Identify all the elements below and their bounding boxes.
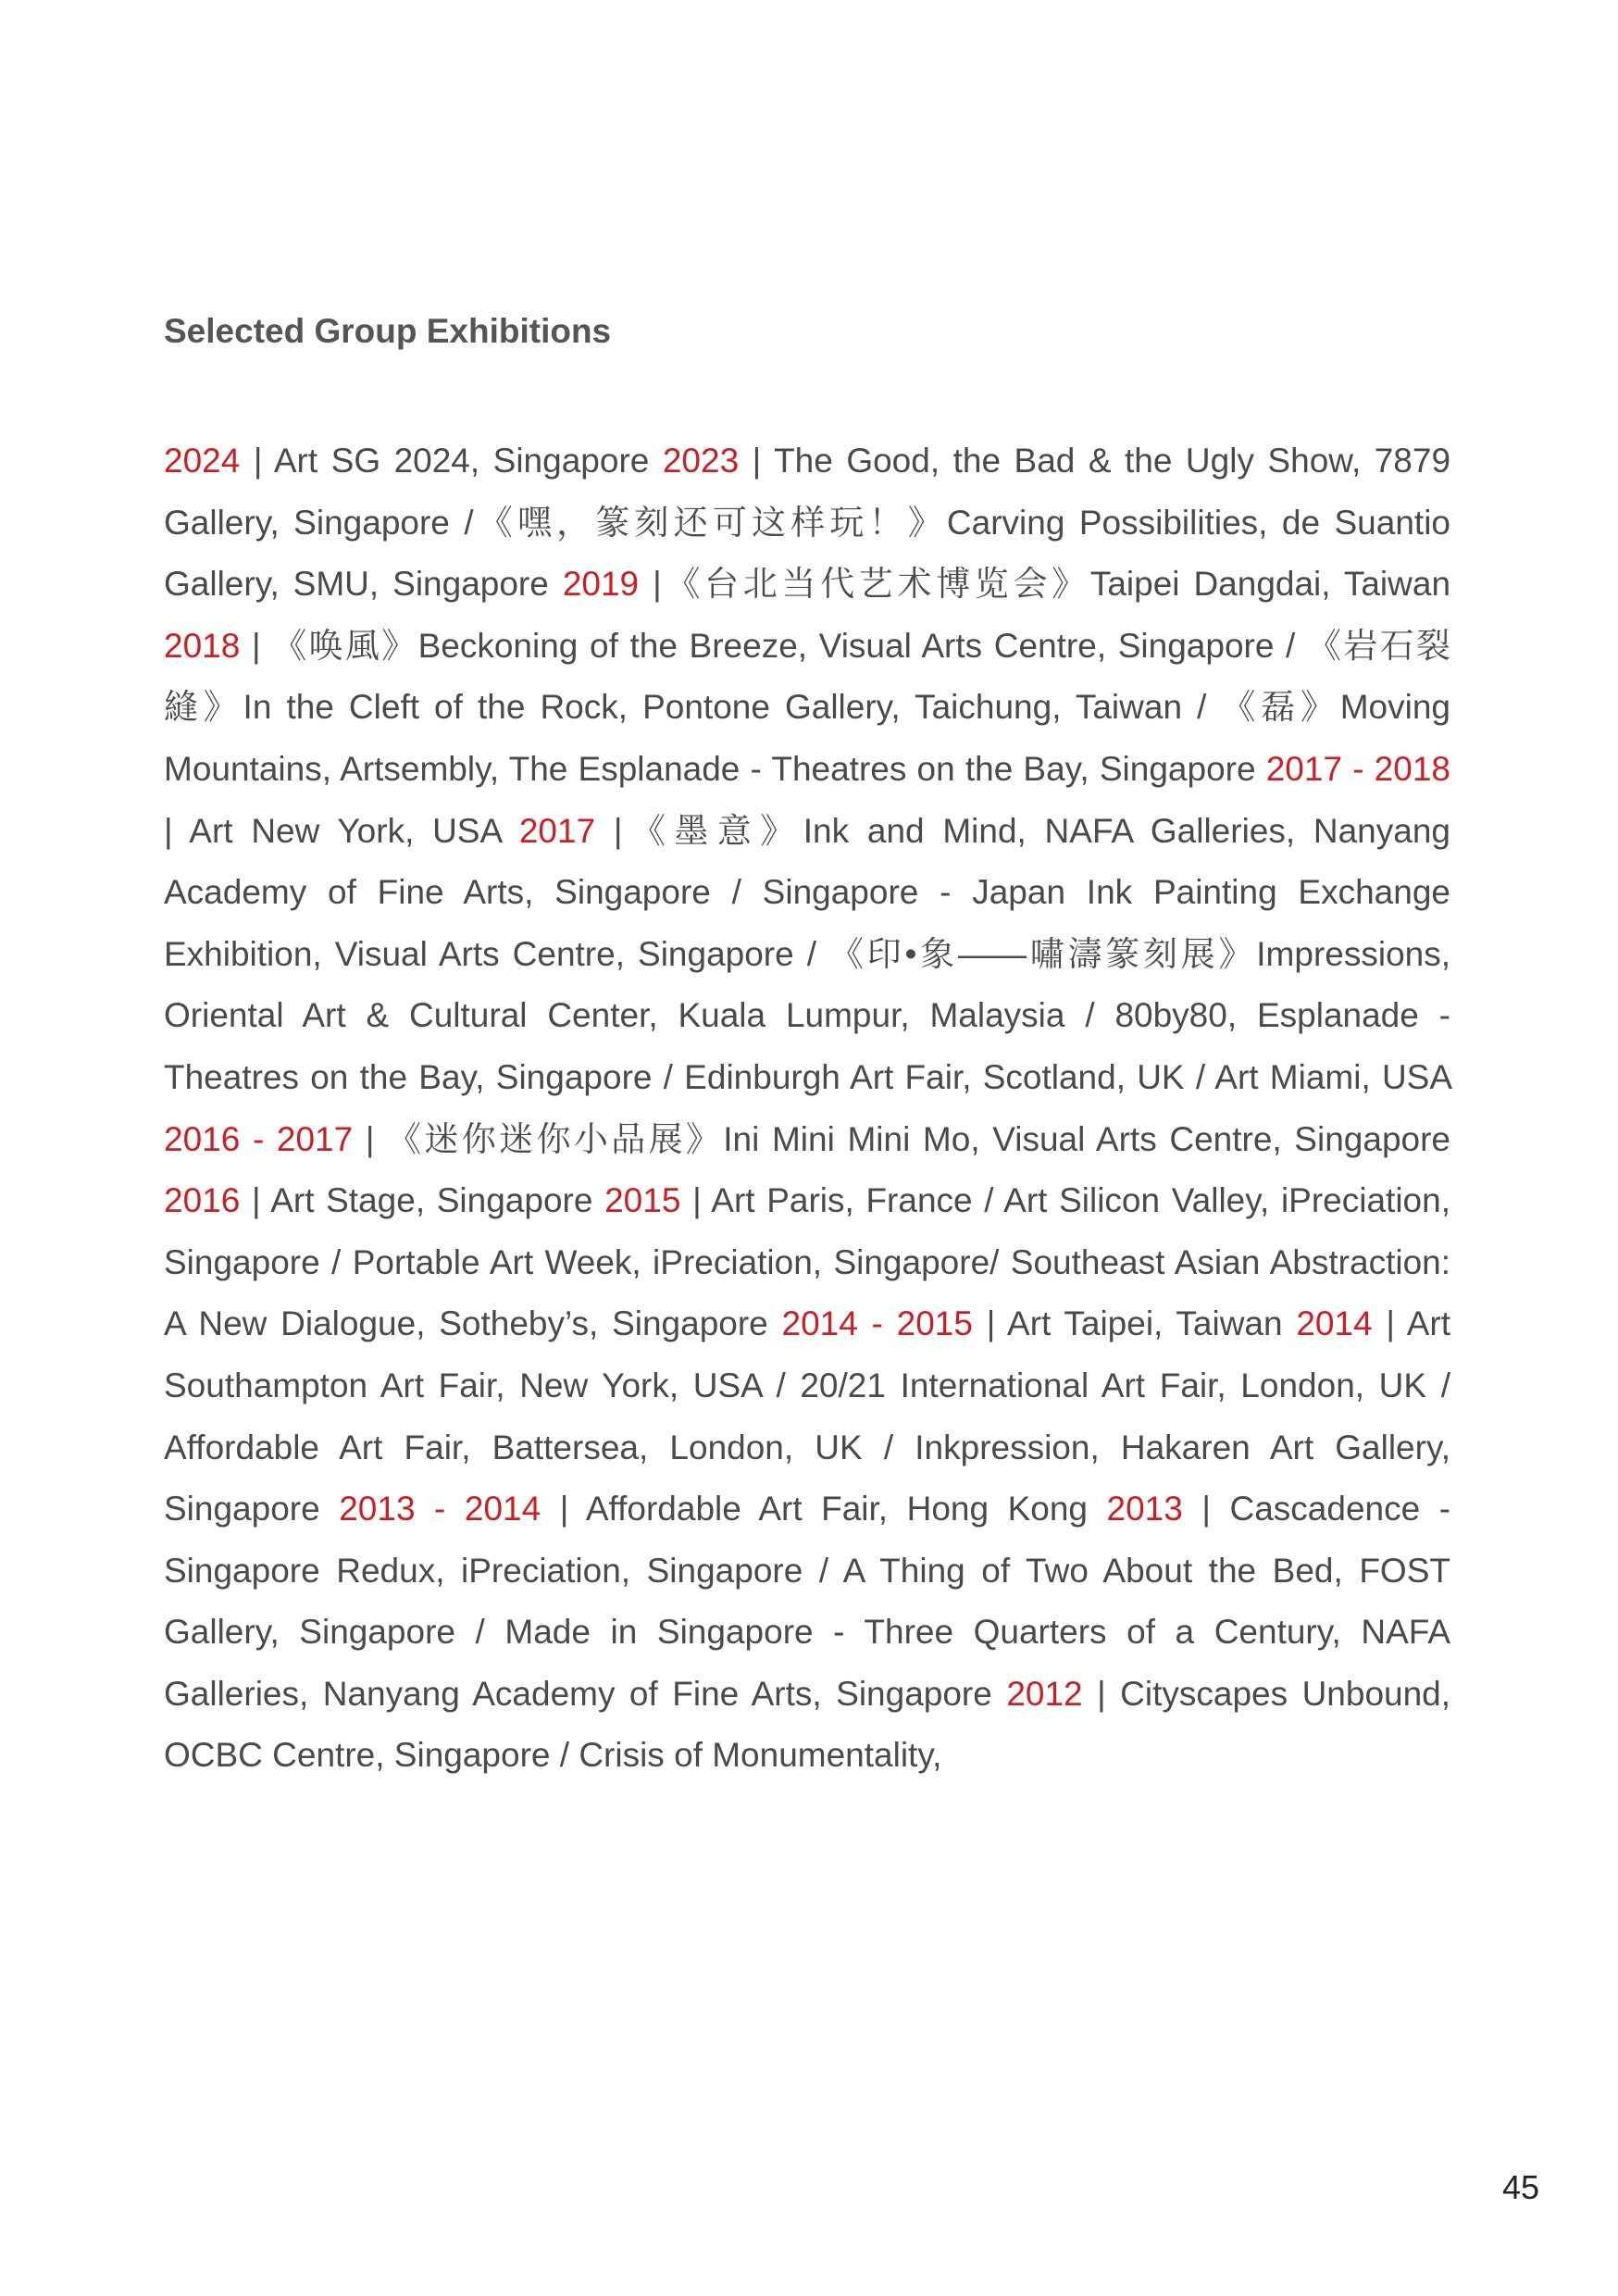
entry-year: 2018: [164, 626, 241, 665]
entry-year: 2013: [1106, 1490, 1183, 1529]
entry-text: |《台北当代艺术博览会》Taipei Dangdai, Taiwan: [653, 565, 1451, 604]
entry-year: 2014: [1296, 1304, 1373, 1343]
entry-year: 2023: [662, 442, 740, 480]
exhibition-list: [164, 430, 1450, 1787]
entry-year: 2014 - 2015: [781, 1304, 973, 1343]
entry-text: | Cityscapes Unbound, OCBC Centre, Singapore / Crisis of Monumentality,: [164, 1674, 1451, 1775]
entry-year: 2012: [1006, 1674, 1083, 1713]
page-number: 45: [1501, 2168, 1539, 2206]
entry-text: | Art Southampton Art Fair, New York, USA / 20/21 International Art Fair, London, UK / Affordable Art Fair, Battersea, London, UK / Inkpression, Hakaren Art Gallery, Singapore: [164, 1304, 1451, 1529]
entry-text: | Cascadence - Singapore Redux, iPreciation, Singapore / A Thing of Two About the Bed, FOST Gallery, Singapore / Made in Singapore - Three Quarters of a Century, NAFA Galleries, Nanyang Academy of Fine Arts, Singapore: [164, 1490, 1451, 1713]
entry-text: | Art Paris, France / Art Silicon Valley, iPreciation, Singapore / Portable Art Week, iPreciation, Singapore/ Southeast Asian Abstraction: A New Dialogue, Sotheby’s, Singapore: [164, 1181, 1450, 1343]
entry-year: 2024: [164, 442, 241, 480]
entry-text: | Art SG 2024, Singapore: [253, 442, 650, 480]
entry-text: | Art New York, USA: [164, 811, 502, 850]
entry-text: | 《唤風》Beckoning of the Breeze, Visual Arts Centre, Singapore / 《岩石裂縫》In the Cleft of the Rock, Pontone Gallery, Taichung, Taiwan / 《磊》Moving Mountains, Artsembly, The Esplanade - Theatres on the Bay, Singapore: [164, 626, 1451, 788]
entry-year: 2016 - 2017: [164, 1119, 354, 1158]
entry-text: | Art Taipei, Taiwan: [986, 1304, 1283, 1343]
entry-text: | Art Stage, Singapore: [251, 1181, 593, 1220]
entry-year: 2017: [518, 811, 596, 850]
entry-year: 2017 - 2018: [1265, 749, 1450, 788]
entry-year: 2015: [604, 1181, 681, 1220]
entry-text: | Affordable Art Fair, Hong Kong: [559, 1490, 1088, 1529]
entry-text: | The Good, the Bad & the Ugly Show, 7879 Gallery, Singapore /《嘿，篆刻还可这样玩！》Carving Possibilities, de Suantio Gallery, SMU, Singapore: [164, 442, 1451, 604]
entry-text: | 《迷你迷你小品展》Ini Mini Mini Mo, Visual Arts Centre, Singapore: [365, 1119, 1450, 1158]
entry-text: |《墨意》Ink and Mind, NAFA Galleries, Nanyang Academy of Fine Arts, Singapore / Singapore - Japan Ink Painting Exchange Exhibition, Visual Arts Centre, Singapore / 《印•象——嘯濤篆刻展》Impressions, Oriental Art & Cultural Center, Kuala Lumpur, Malaysia / 80by80, Esplanade - Theatres on the Bay, Singapore / Edinburgh Art Fair, Scotland, UK / Art Miami, USA: [164, 811, 1450, 1096]
entry-year: 2019: [562, 565, 640, 604]
section-heading: Selected Group Exhibitions: [164, 312, 612, 350]
entry-year: 2013 - 2014: [339, 1490, 541, 1529]
entry-year: 2016: [164, 1181, 241, 1220]
